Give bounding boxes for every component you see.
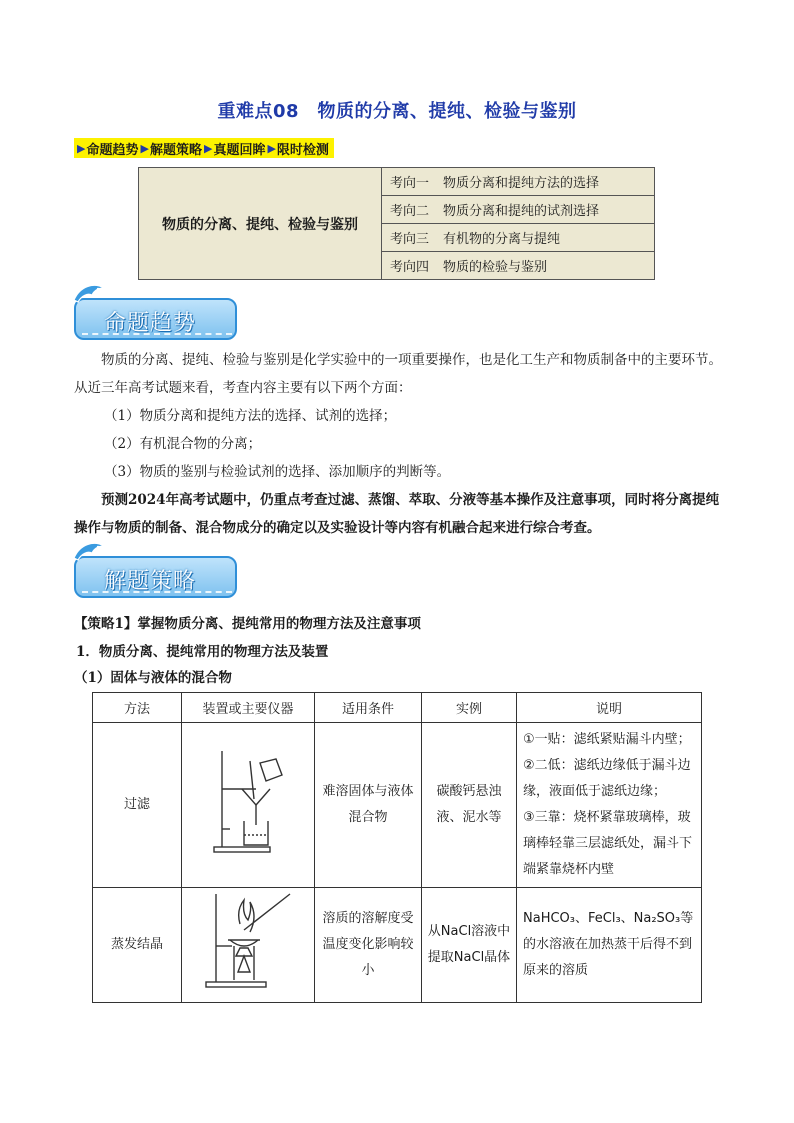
column-header: 适用条件 (315, 693, 422, 723)
table-header-row (93, 693, 702, 723)
method-cell: 蒸发结晶 (93, 888, 182, 1003)
page-title: 重难点08 物质的分离、提纯、检验与鉴别 (217, 101, 577, 122)
overview-direction: 考向四 物质的检验与鉴别 (382, 252, 655, 280)
trend-intro: 物质的分离、提纯、检验与鉴别是化学实验中的一项重要操作，也是化工生产和物质制备中的主要环节。从近三年高考试题来看，考查内容主要有以下两个方面： (74, 352, 722, 396)
column-header: 实例 (422, 693, 517, 723)
strategy-banner (74, 556, 237, 598)
table-row (93, 888, 702, 1003)
overview-topic: 物质的分离、提纯、检验与鉴别 (139, 168, 382, 280)
note-line: ①一贴：滤纸紧贴漏斗内壁； (523, 732, 691, 747)
overview-table (138, 167, 655, 280)
nav-item-review[interactable]: ▶ 真题回眸 (203, 141, 266, 158)
example-cell: 从NaCl溶液中提取NaCl晶体 (422, 888, 517, 1003)
condition-cell: 溶质的溶解度受温度变化影响较小 (315, 888, 422, 1003)
banner-title: 解题策略 (104, 569, 197, 594)
notes-cell (517, 723, 702, 888)
example-cell: 碳酸钙悬浊液、泥水等 (422, 723, 517, 888)
method-cell: 过滤 (93, 723, 182, 888)
note-line: ②二低：滤纸边缘低于漏斗边缘，液面低于滤纸边缘； (523, 758, 691, 799)
trend-banner (74, 298, 237, 340)
condition-cell: 难溶固体与液体混合物 (315, 723, 422, 888)
section-nav (74, 138, 334, 158)
methods-table (92, 692, 702, 1003)
filtration-apparatus-icon (210, 745, 286, 855)
trend-item: （3）物质的鉴别与检验试剂的选择、添加顺序的判断等。 (104, 464, 451, 480)
triangle-icon: ▶ (267, 141, 276, 155)
dolphin-icon (72, 540, 108, 564)
note-line: NaHCO₃、FeCl₃、Na₂SO₃等的水溶液在加热蒸干后得不到原来的溶质 (523, 911, 694, 978)
column-header: 说明 (517, 693, 702, 723)
trend-item: （1）物质分离和提纯方法的选择、试剂的选择； (104, 408, 397, 424)
triangle-icon: ▶ (203, 141, 213, 155)
triangle-icon: ▶ (140, 141, 149, 155)
trend-item: （2）有机混合物的分离； (104, 436, 262, 452)
device-cell (182, 888, 315, 1003)
dolphin-icon (72, 282, 108, 306)
strategy-subheading: （1）固体与液体的混合物 (74, 670, 232, 686)
strategy-subheading: 1．物质分离、提纯常用的物理方法及装置 (76, 644, 329, 660)
nav-item-trend[interactable]: ▶ 命题趋势 (77, 141, 139, 158)
column-header: 装置或主要仪器 (182, 693, 315, 723)
wave-decoration (82, 325, 232, 335)
banner-title: 命题趋势 (104, 311, 197, 336)
triangle-icon: ▶ (77, 141, 86, 155)
overview-direction: 考向三 有机物的分离与提纯 (382, 224, 655, 252)
evaporation-apparatus-icon (200, 890, 296, 990)
note-line: ③三靠：烧杯紧靠玻璃棒，玻璃棒轻靠三层滤纸处，漏斗下端紧靠烧杯内壁 (523, 810, 693, 877)
wave-decoration (82, 583, 232, 593)
table-row (93, 723, 702, 888)
notes-cell (517, 888, 702, 1003)
device-cell (182, 723, 315, 888)
nav-item-strategy[interactable]: ▶ 解题策略 (140, 141, 202, 158)
trend-prediction: 预测2024年高考试题中，仍重点考查过滤、蒸馏、萃取、分液等基本操作及注意事项，同时将分离提纯操作与物质的制备、混合物成分的确定以及实验设计等内容有机融合起来进行综合考查。 (74, 492, 720, 536)
overview-direction: 考向二 物质分离和提纯的试剂选择 (382, 196, 655, 224)
overview-direction: 考向一 物质分离和提纯方法的选择 (382, 168, 655, 196)
column-header: 方法 (93, 693, 182, 723)
trend-section (74, 346, 722, 542)
nav-item-test[interactable]: ▶ 限时检测 (267, 141, 329, 158)
strategy-heading: 【策略1】掌握物质分离、提纯常用的物理方法及注意事项 (74, 616, 421, 632)
